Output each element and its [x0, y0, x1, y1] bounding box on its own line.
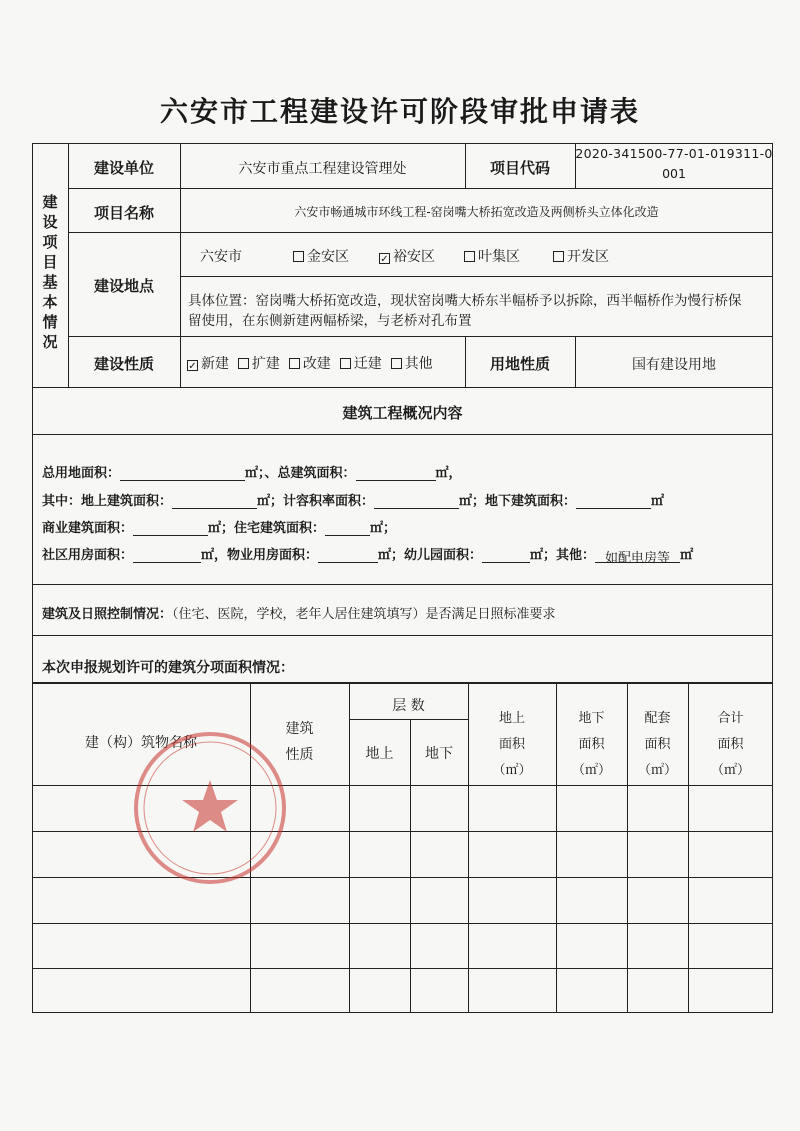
checkbox-empty-icon	[340, 358, 351, 369]
location-city: 六安市	[200, 249, 242, 265]
total-building-area-field[interactable]	[356, 465, 436, 481]
district-yuan[interactable]: ✓ 裕安区	[380, 249, 435, 265]
commercial-area-field[interactable]	[133, 520, 208, 536]
location-label: 建设地点	[93, 277, 154, 295]
checkbox-checked-icon: ✓	[188, 361, 197, 372]
district-kaifa[interactable]: 开发区	[553, 246, 609, 266]
total-land-area-field[interactable]	[120, 465, 245, 481]
basic-info-side-label: 建 设 项 目 基 本 情 况	[42, 193, 58, 351]
community-area-field[interactable]	[133, 547, 201, 563]
other-area-field[interactable]: 如配电房等	[595, 547, 680, 563]
col-header-total-area: 合计 面积 （㎡）	[710, 711, 750, 778]
specific-location-line2: 留使用，在东侧新建两幅桥梁，与老桥对孔布置	[188, 313, 472, 329]
checkbox-empty-icon	[238, 358, 249, 369]
col-header-support-area: 配套 面积 （㎡）	[637, 711, 677, 778]
project-name-label: 项目名称	[93, 204, 154, 222]
nature-relocate[interactable]: 迁建	[340, 356, 382, 372]
overview-line-4: 社区用房面积： ㎡，物业用房面积： ㎡；幼儿园面积： ㎡；其他： 如配电房等 ㎡	[42, 548, 694, 566]
table-row	[32, 785, 773, 786]
land-nature-label: 用地性质	[489, 355, 550, 373]
document-title: 六安市工程建设许可阶段审批申请表	[159, 95, 640, 128]
underground-area-field[interactable]	[576, 493, 651, 509]
nature-rebuild[interactable]: 改建	[289, 356, 331, 372]
nature-options	[187, 353, 433, 373]
checkbox-empty-icon	[293, 251, 304, 262]
col-header-floors: 层 数	[392, 698, 425, 714]
far-area-field[interactable]	[374, 493, 459, 509]
table-row	[32, 877, 773, 878]
code-label: 项目代码	[489, 159, 550, 177]
sunlight-row: 建筑及日照控制情况：（住宅、医院，学校，老年人居住建筑填写）是否满足日照标准要求	[42, 607, 556, 622]
code-value-line1: 2020-341500-77-01-019311-0	[575, 146, 773, 161]
checkbox-checked-icon: ✓	[380, 254, 389, 265]
checkbox-empty-icon	[289, 358, 300, 369]
specific-location-line1: 具体位置：窑岗嘴大桥拓宽改造，现状窑岗嘴大桥东半幅桥予以拆除，西半幅桥作为慢行桥保	[188, 293, 742, 309]
kindergarten-area-field[interactable]	[482, 547, 530, 563]
overview-line-1: 总用地面积： ㎡；、总建筑面积： ㎡，	[42, 466, 462, 481]
col-header-nature-2: 性质	[285, 747, 314, 763]
unit-value: 六安市重点工程建设管理处	[238, 161, 407, 177]
district-yeji[interactable]: 叶集区	[464, 246, 520, 266]
code-value-line2: 001	[662, 166, 686, 181]
col-header-above: 地上	[365, 746, 394, 762]
project-name-value: 六安市畅通城市环线工程-窑岗嘴大桥拓宽改造及两侧桥头立体化改造	[294, 205, 659, 219]
split-area-label: 本次申报规划许可的建筑分项面积情况：	[42, 660, 294, 676]
checkbox-empty-icon	[464, 251, 475, 262]
nature-other[interactable]: 其他	[391, 356, 433, 372]
nature-expand[interactable]: 扩建	[238, 356, 280, 372]
col-header-below: 地下	[425, 746, 453, 762]
checkbox-empty-icon	[391, 358, 402, 369]
table-row	[32, 831, 773, 832]
col-header-above-area: 地上 面积 （㎡）	[492, 711, 532, 778]
col-header-below-area: 地下 面积 （㎡）	[571, 711, 611, 778]
residential-area-field[interactable]	[325, 520, 370, 536]
nature-label: 建设性质	[93, 355, 154, 373]
checkbox-empty-icon	[553, 251, 564, 262]
col-header-nature-1: 建筑	[285, 721, 314, 737]
table-row	[32, 968, 773, 969]
table-row	[32, 923, 773, 924]
unit-label: 建设单位	[93, 159, 154, 177]
overview-header: 建筑工程概况内容	[342, 404, 463, 422]
overview-line-2: 其中：地上建筑面积： ㎡；计容积率面积： ㎡；地下建筑面积： ㎡	[42, 494, 665, 509]
above-ground-area-field[interactable]	[172, 493, 257, 509]
property-area-field[interactable]	[318, 547, 378, 563]
land-nature-value: 国有建设用地	[632, 357, 716, 373]
nature-new[interactable]: ✓ 新建	[188, 356, 229, 372]
col-header-name: 建（构）筑物名称	[85, 735, 197, 751]
district-jinan[interactable]: 金安区	[293, 246, 349, 266]
overview-line-3: 商业建筑面积： ㎡；住宅建筑面积： ㎡；	[42, 521, 397, 536]
